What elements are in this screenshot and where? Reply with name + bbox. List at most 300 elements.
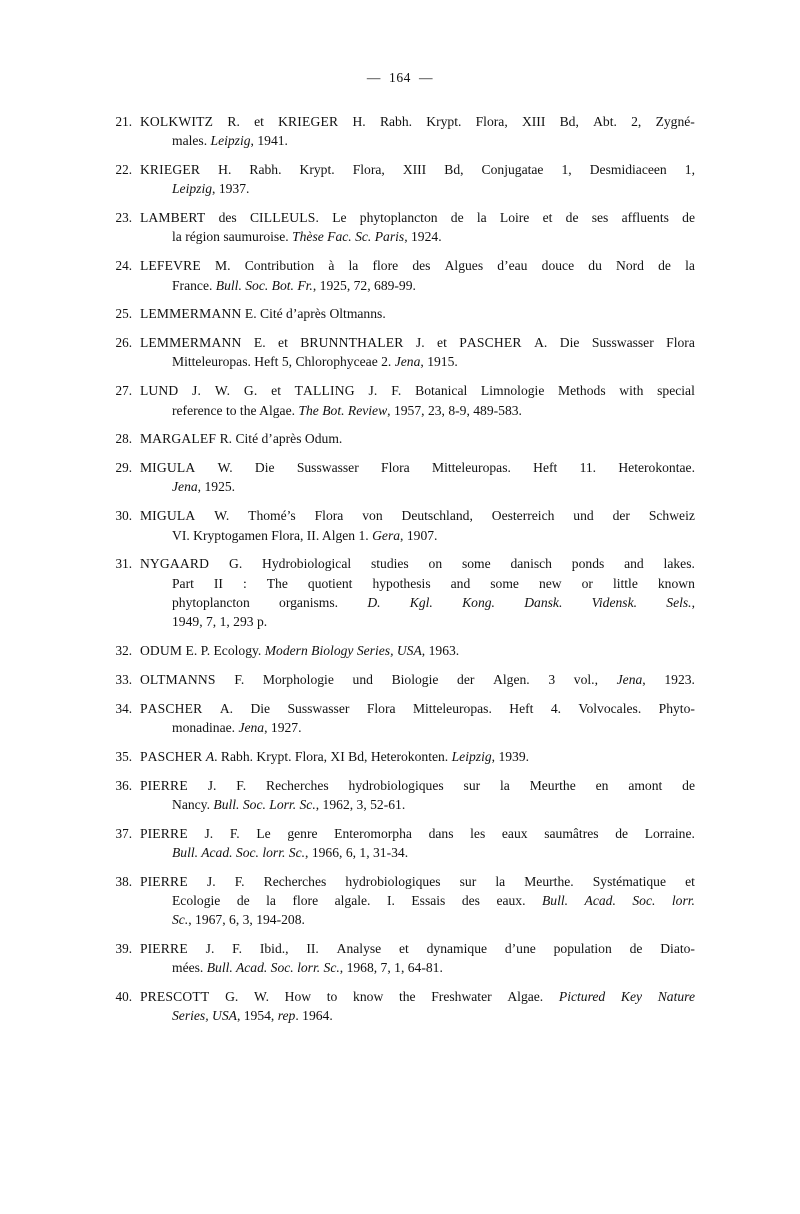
text-run: mées. [172,960,207,976]
text-run: . Rabh. Krypt. Flora, XI Bd, Heterokonten. [214,748,452,764]
text-run: genre [287,825,318,841]
reference-line [172,958,695,977]
reference-line [172,612,695,631]
reference-number: 25. [115,306,132,322]
text-run: , 1954, [236,1008,278,1024]
reference-number: 26. [115,335,132,351]
text-run: some [461,556,491,572]
text-run: N [140,556,150,572]
word [256,824,270,843]
word [658,987,695,1006]
reference-text [140,554,695,631]
reference-entry [107,333,695,372]
word [429,554,443,573]
word [387,891,395,910]
text-run: Ecologie [172,893,221,908]
text-run: Mitteleuropas. Heft 5, Chlorophyceae 2. [172,354,395,370]
word [140,939,188,958]
word [630,939,643,958]
text-run: UND [148,383,179,399]
word [140,699,202,718]
reference-line [172,401,695,420]
word [542,891,568,910]
text-run: douce [541,258,575,274]
text-run: et [271,383,281,399]
word [507,987,543,1006]
text-run: J. [368,383,378,399]
text-run: EMMERMANN [148,306,242,322]
reference-line [140,670,695,689]
word [492,506,555,525]
reference-text [140,256,695,295]
word [658,574,695,593]
word [229,554,242,573]
word [208,776,217,795]
text-run: F. [232,941,243,957]
word [593,112,617,131]
word [460,872,477,891]
text-run: Susswasser [591,335,654,351]
word [664,670,695,689]
word [559,987,605,1006]
word [140,381,178,400]
text-run: de [658,258,671,274]
word [459,333,521,352]
reference-text [140,160,695,199]
text-run: phytoplancton [172,594,250,610]
reference-number: 38. [115,873,132,889]
text-run: Die [254,460,275,476]
word [658,256,671,275]
text-run: de [450,210,464,226]
reference-entry [107,304,695,323]
word [250,699,270,718]
word [592,333,654,352]
text-run: EFEVRE [148,258,201,274]
text-run: flore [292,893,319,908]
text-run: little [612,575,638,591]
reference-line [140,458,695,477]
text-run: eaux. [496,893,526,908]
text-run: amont [628,777,663,793]
text-run: et [437,335,447,351]
text-run: Bull. [541,893,569,908]
reference-entry [107,987,695,1026]
text-run: special [657,383,695,399]
text-run: P [140,825,148,841]
text-run: or [581,575,593,591]
text-run: Bull. Acad. Soc. lorr. Sc. [172,844,306,860]
word [664,554,695,573]
word [560,333,580,352]
word [140,506,195,525]
reference-entry [107,824,695,863]
text-run: Part [172,575,194,591]
word [262,554,351,573]
text-run: und [352,671,373,687]
word [588,256,602,275]
text-run: der [457,671,475,687]
text-run: saumâtres [544,825,599,841]
text-run: Bull. Acad. Soc. lorr. Sc. [206,960,340,976]
word [254,333,266,352]
word [218,458,233,477]
text-run: Flora, [475,114,508,129]
word [682,208,695,227]
text-run: Morphologie [262,671,334,687]
word [682,776,695,795]
text-run: P [140,873,148,889]
page-folio: — 164 — [366,70,434,85]
word [373,256,399,275]
word [613,574,638,593]
reference-text [140,641,695,660]
word [227,112,239,131]
text-run: P [140,941,148,957]
text-run: 3 [548,671,556,687]
word [140,208,205,227]
text-run: et [685,873,695,889]
text-run: DUM [149,643,183,659]
reference-entry [107,256,695,295]
text-run: von [362,508,383,524]
text-run: Le [332,210,347,226]
text-run: Vidensk. [591,594,638,610]
word [451,208,464,227]
word [345,872,440,891]
word [590,160,667,179]
word [368,381,377,400]
text-run: 11. [579,460,597,476]
text-run: dans [428,825,454,841]
reference-line [172,910,695,929]
word [500,776,510,795]
text-run: Heft [533,460,558,476]
reference-entry [107,699,695,738]
word [353,160,385,179]
word [462,593,495,612]
word [427,939,487,958]
reference-entry [107,381,695,420]
text-run: Algen. [493,671,530,687]
reference-entry [107,429,695,448]
word [287,699,349,718]
text-run: IERRE [147,777,188,793]
text-run: Contribution [244,258,315,274]
word [585,891,616,910]
text-run: des [218,210,237,226]
word [618,458,695,477]
text-run: Jena [172,479,198,495]
word [327,987,338,1006]
text-run: on [428,556,443,572]
text-run: Analyse [336,941,382,957]
reference-entry [107,670,695,689]
text-run: , 1967, 6, 3, 194-208. [188,912,305,928]
word [496,891,525,910]
word [464,776,481,795]
reference-line [140,554,695,573]
reference-line [140,381,695,400]
reference-number: 22. [115,162,132,178]
word [172,593,250,612]
word [360,208,438,227]
word [335,891,371,910]
text-run: algale. [334,893,371,908]
text-run: Krypt. [299,162,335,178]
text-run: R. [227,114,240,129]
text-run: : [242,575,247,591]
word [622,208,669,227]
reference-line [172,593,695,612]
text-run: Leipzig [451,748,492,764]
word [140,458,195,477]
word [353,670,373,689]
text-run: Mitteleuropas. [431,460,511,476]
text-run: IERRE [147,941,188,957]
word [451,574,471,593]
reference-line [140,506,695,525]
text-run: Le [256,825,271,841]
text-run: de [682,210,695,226]
text-run: Thèse Fac. Sc. Paris [292,229,405,245]
text-run: Pictured [558,989,606,1005]
text-run: M [140,431,153,447]
word [592,208,609,227]
word [462,554,491,573]
word [660,939,695,958]
text-run: IERRE [147,873,188,889]
word [266,891,276,910]
text-run: K [140,162,150,178]
text-run: Susswasser [287,700,350,716]
text-run: Die [250,700,271,716]
text-run: sur [459,873,477,889]
reference-line [172,352,695,371]
text-run: population [553,941,612,957]
word [192,381,201,400]
word [426,112,461,131]
word [510,554,552,573]
reference-text [140,112,695,151]
text-run: Diato- [660,941,695,957]
text-run: EMMERMANN [148,335,242,351]
word [672,891,695,910]
text-run: VI. Kryptogamen Flora, II. Algen 1. [172,527,373,543]
text-run: Nord [616,258,644,274]
text-run: Thomé’s [248,508,296,524]
word [349,776,444,795]
text-run: G. [225,989,239,1005]
word [411,891,445,910]
text-run: F. [234,671,245,687]
text-run: Deutschland, [401,508,473,524]
text-run: ASCHER [147,700,203,716]
reference-line [172,718,695,737]
text-run: M [140,508,153,524]
reference-number: 36. [115,777,132,793]
text-run: Rabh. [379,114,413,129]
text-run: reference to the Algae. [172,402,299,418]
text-run: A [205,748,215,764]
reference-number: 30. [115,508,132,524]
text-run: M [140,460,153,476]
text-run: ALLING [302,383,355,399]
text-run: new [538,575,562,591]
word [534,333,547,352]
text-run: und [573,508,594,524]
text-run: Series, USA [172,1008,237,1024]
reference-number: 28. [115,431,132,447]
word [462,891,480,910]
text-run: Lorraine. [644,825,695,841]
reference-number: 34. [115,700,132,716]
text-run: G. [243,383,258,399]
text-run: et [254,114,264,129]
word [429,824,454,843]
word [236,776,246,795]
reference-line [140,112,695,131]
text-run: Oesterreich [491,508,555,524]
text-run: J. [204,825,214,841]
word [562,160,572,179]
text-run: et [399,941,409,957]
text-run: Meurthe [529,777,576,793]
text-run: Botanical [415,383,468,399]
word [315,506,344,525]
text-run: , 1966, 6, 1, 31-34. [305,844,409,860]
word [218,160,231,179]
text-run: lakes. [663,556,695,572]
word [592,593,637,612]
reference-entry [107,208,695,247]
text-run: des [412,258,431,274]
text-run: IGULA [152,508,196,524]
text-run: II [213,575,223,591]
text-run: Schweiz [648,508,695,524]
text-run: Algae. [507,989,544,1005]
text-run: affluents [621,210,669,226]
text-run: W. [217,460,233,476]
word [249,160,281,179]
text-run: les [470,825,486,841]
word [244,381,258,400]
text-run: de [236,893,250,908]
text-run: Enteromorpha [334,825,412,841]
word [214,506,229,525]
word [353,987,383,1006]
text-run: , 1968, 7, 1, 64-81. [339,960,443,976]
word [615,824,628,843]
text-run: RESCOTT [147,989,210,1005]
text-run: and [624,556,644,572]
word [372,574,430,593]
word [649,506,695,525]
word [628,776,662,795]
word [279,593,338,612]
text-run: , 1925, 72, 689-99. [312,277,416,293]
word [493,670,530,689]
word [415,381,467,400]
text-run: Bd, [559,114,579,129]
word [500,208,529,227]
text-run: F. [234,873,245,889]
word [230,824,240,843]
word [367,593,380,612]
reference-entry [107,872,695,930]
text-run: der [612,508,630,524]
word [140,776,188,795]
word [140,554,209,573]
text-run: Methods [558,383,606,399]
text-run: Dansk. [524,594,563,610]
word [560,112,579,131]
text-run: Nancy. [172,796,214,812]
text-run: LTMANNS [149,671,216,687]
text-run: the [398,989,416,1005]
text-run: Sels. [666,594,692,610]
text-run: , 1937. [212,181,250,197]
word [524,872,573,891]
text-run: Essais [411,893,446,908]
text-run: 4. [550,700,562,716]
text-run: , [642,671,646,687]
text-run: K [278,114,288,129]
text-run: Conjugatae [481,162,544,178]
text-run: rep [277,1008,296,1024]
reference-number: 23. [115,210,132,226]
text-run: Loire [499,210,530,226]
text-run: ponds [571,556,605,572]
word [410,593,433,612]
text-run: Gera [372,527,401,543]
text-run: L [140,306,149,322]
text-run: L [140,335,149,351]
word [399,987,416,1006]
text-run: and [450,575,471,591]
word [617,670,646,689]
text-run: la [500,777,510,793]
text-run: Flora [666,335,695,351]
word [497,256,527,275]
reference-entry [107,506,695,545]
reference-line [172,526,695,545]
reference-number: 27. [115,383,132,399]
text-run: I. [386,893,395,908]
text-run: M. [215,258,231,274]
word [505,939,536,958]
text-run: Desmidiaceen [589,162,667,178]
text-run: F. [229,825,240,841]
text-run: et [278,335,288,351]
word [267,574,288,593]
reference-number: 32. [115,643,132,659]
text-run: K [140,114,150,129]
word [530,776,576,795]
text-run: de [565,210,579,226]
text-run: P [459,335,467,351]
text-run: , 1957, 23, 8-9, 489-583. [387,402,522,418]
word [332,208,346,227]
word [278,112,338,131]
text-run: , 1941. [250,133,288,149]
word [381,458,410,477]
text-run: to [326,989,338,1005]
text-run: ILLEULS [259,210,316,226]
reference-entry [107,939,695,978]
text-run: P [140,700,148,716]
word [457,670,474,689]
